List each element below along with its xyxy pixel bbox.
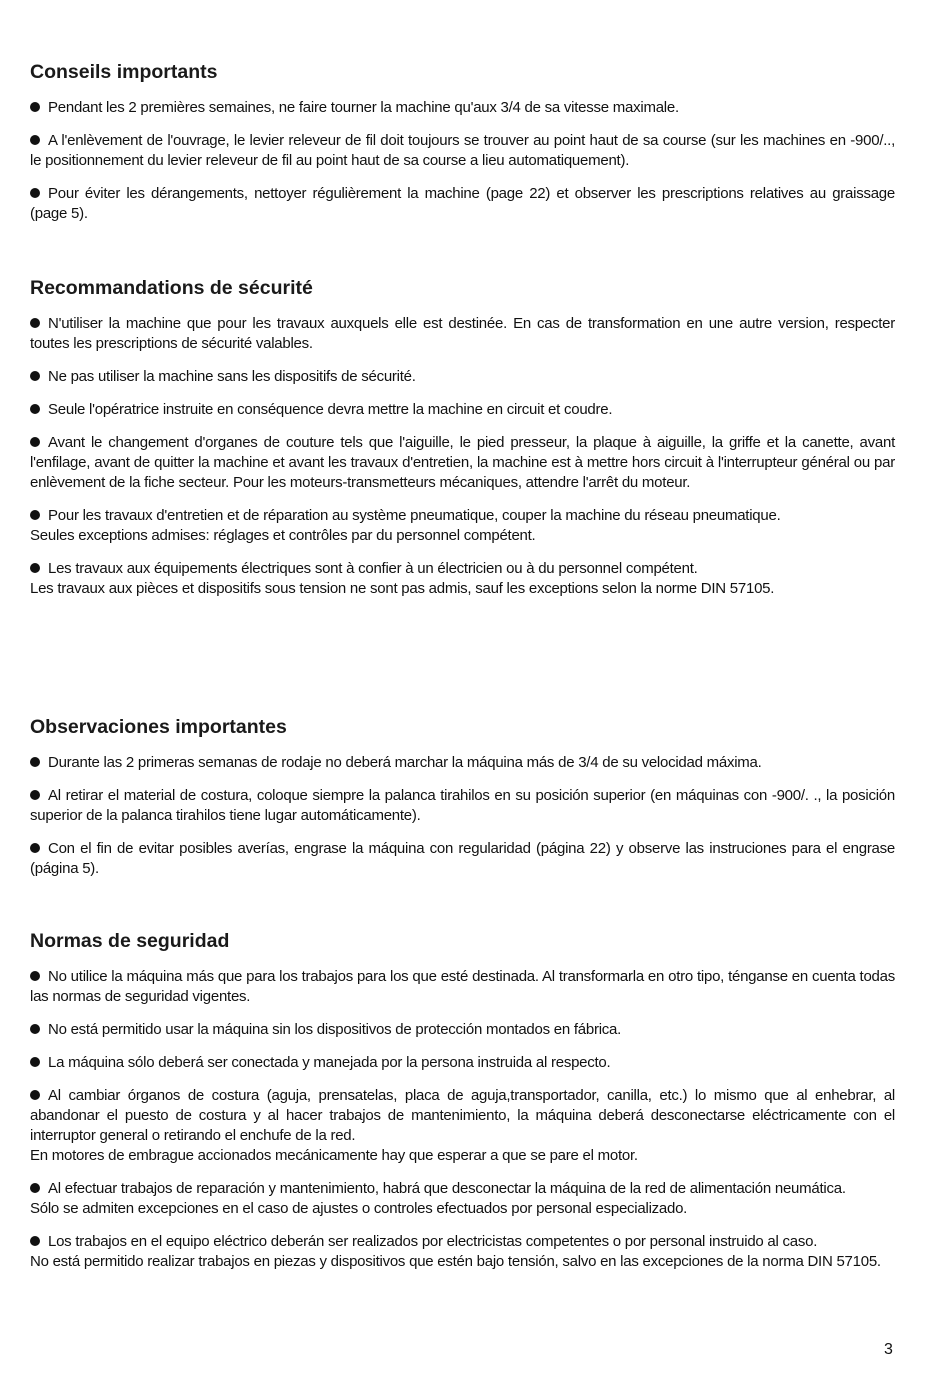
bullet-text: Avant le changement d'organes de couture tels que l'aiguille, le pied presseur, la plaque à aiguille, la griffe et la canette, avant l'enfilage, avant de quitter la machine et avant les travaux d'entretien, la machine est à mettre hors circuit à l'interrupteur général ou par enlèvement de la fiche secteur. Pour les moteurs-transmetteurs mécaniques, attendre l'arrêt du moteur. (30, 434, 895, 491)
bullet-item (30, 1020, 895, 1040)
bullet-icon (30, 1057, 40, 1067)
bullet-text: Seule l'opératrice instruite en conséquence devra mettre la machine en circuit et coudre. (48, 401, 613, 418)
bullet-item (30, 753, 895, 773)
section-normas-seguridad (30, 929, 895, 1285)
bullet-icon (30, 1183, 40, 1193)
section-observaciones-importantes (30, 715, 895, 892)
bullet-icon (30, 563, 40, 573)
bullet-text: Pour les travaux d'entretien et de réparation au système pneumatique, couper la machine du réseau pneumatique. (48, 507, 781, 524)
bullet-text: Durante las 2 primeras semanas de rodaje no deberá marchar la máquina más de 3/4 de su velocidad máxima. (48, 754, 762, 771)
section-heading: Observaciones importantes (30, 716, 287, 738)
section-heading: Normas de seguridad (30, 930, 230, 952)
bullet-text: Al retirar el material de costura, coloque siempre la palanca tirahilos en su posición superior (en máquinas con -900/. ., la posición superior de la palanca tirahilos tiene lugar automáticamente). (30, 787, 895, 824)
bullet-text: Los trabajos en el equipo eléctrico deberán ser realizados por electricistas competentes o por personal instruido al caso. (48, 1233, 818, 1250)
bullet-text: Con el fin de evitar posibles averías, engrase la máquina con regularidad (página 22) y observe las instruciones para el engrase (página 5). (30, 840, 895, 877)
section-conseils-importants (30, 60, 895, 237)
bullet-note: Sólo se admiten excepciones en el caso de ajustes o controles efectuados por personal especializado. (30, 1200, 688, 1217)
bullet-item (30, 559, 895, 599)
bullet-text: N'utiliser la machine que pour les travaux auxquels elle est destinée. En cas de transformation en une autre version, respecter toutes les prescriptions de sécurité valables. (30, 315, 895, 352)
bullet-item (30, 400, 895, 420)
bullet-icon (30, 1090, 40, 1100)
bullet-note: No está permitido realizar trabajos en piezas y dispositivos que estén bajo tensión, salvo en las excepciones de la norma DIN 57105. (30, 1253, 881, 1270)
bullet-text: Al cambiar órganos de costura (aguja, prensatelas, placa de aguja,transportador, canilla, etc.) lo mismo que al enhebrar, al abandonar el puesto de costura y al hacer trabajos de mantenimiento, la máquina deberá desconectarse eléctricamente con el interruptor general o retirando el enchufe de la red. (30, 1087, 895, 1144)
bullet-note: En motores de embrague accionados mecánicamente hay que esperar a que se pare el motor. (30, 1147, 638, 1164)
bullet-icon (30, 1236, 40, 1246)
bullet-text: La máquina sólo deberá ser conectada y manejada por la persona instruida al respecto. (48, 1054, 611, 1071)
bullet-icon (30, 1024, 40, 1034)
bullet-icon (30, 404, 40, 414)
bullet-item (30, 839, 895, 879)
bullet-icon (30, 437, 40, 447)
bullet-icon (30, 843, 40, 853)
bullet-item (30, 1086, 895, 1166)
bullet-icon (30, 757, 40, 767)
bullet-text: Pendant les 2 premières semaines, ne faire tourner la machine qu'aux 3/4 de sa vitesse maximale. (48, 99, 679, 116)
bullet-text: No utilice la máquina más que para los trabajos para los que esté destinada. Al transformarla en otro tipo, ténganse en cuenta todas las normas de seguridad vigentes. (30, 968, 895, 1005)
bullet-icon (30, 135, 40, 145)
section-heading: Recommandations de sécurité (30, 277, 313, 299)
bullet-icon (30, 790, 40, 800)
bullet-item (30, 786, 895, 826)
bullet-item (30, 967, 895, 1007)
bullet-icon (30, 188, 40, 198)
bullet-text: No está permitido usar la máquina sin los dispositivos de protección montados en fábrica. (48, 1021, 622, 1038)
bullet-note: Seules exceptions admises: réglages et contrôles par du personnel compétent. (30, 527, 536, 544)
bullet-item (30, 1232, 895, 1272)
bullet-item (30, 367, 895, 387)
bullet-item (30, 184, 895, 224)
bullet-icon (30, 318, 40, 328)
bullet-item (30, 98, 895, 118)
bullet-icon (30, 371, 40, 381)
page-number: 3 (884, 1341, 893, 1358)
bullet-icon (30, 510, 40, 520)
bullet-item (30, 314, 895, 354)
bullet-text: Les travaux aux équipements électriques sont à confier à un électricien ou à du personnel compétent. (48, 560, 698, 577)
bullet-text: A l'enlèvement de l'ouvrage, le levier releveur de fil doit toujours se trouver au point haut de sa course (sur les machines en -900/.., le positionnement du levier releveur de fil au point haut de sa course a lieu automatiquement). (30, 132, 895, 169)
bullet-text: Pour éviter les dérangements, nettoyer régulièrement la machine (page 22) et observer les prescriptions relatives au graissage (page 5). (30, 185, 895, 222)
section-heading: Conseils importants (30, 61, 218, 83)
bullet-item (30, 433, 895, 493)
bullet-item (30, 131, 895, 171)
bullet-item (30, 506, 895, 546)
bullet-item (30, 1053, 895, 1073)
bullet-icon (30, 102, 40, 112)
bullet-item (30, 1179, 895, 1219)
bullet-text: Ne pas utiliser la machine sans les dispositifs de sécurité. (48, 368, 416, 385)
bullet-text: Al efectuar trabajos de reparación y mantenimiento, habrá que desconectar la máquina de la red de alimentación neumática. (48, 1180, 846, 1197)
bullet-icon (30, 971, 40, 981)
section-recommandations-securite (30, 276, 895, 612)
bullet-note: Les travaux aux pièces et dispositifs sous tension ne sont pas admis, sauf les exceptions selon la norme DIN 57105. (30, 580, 775, 597)
